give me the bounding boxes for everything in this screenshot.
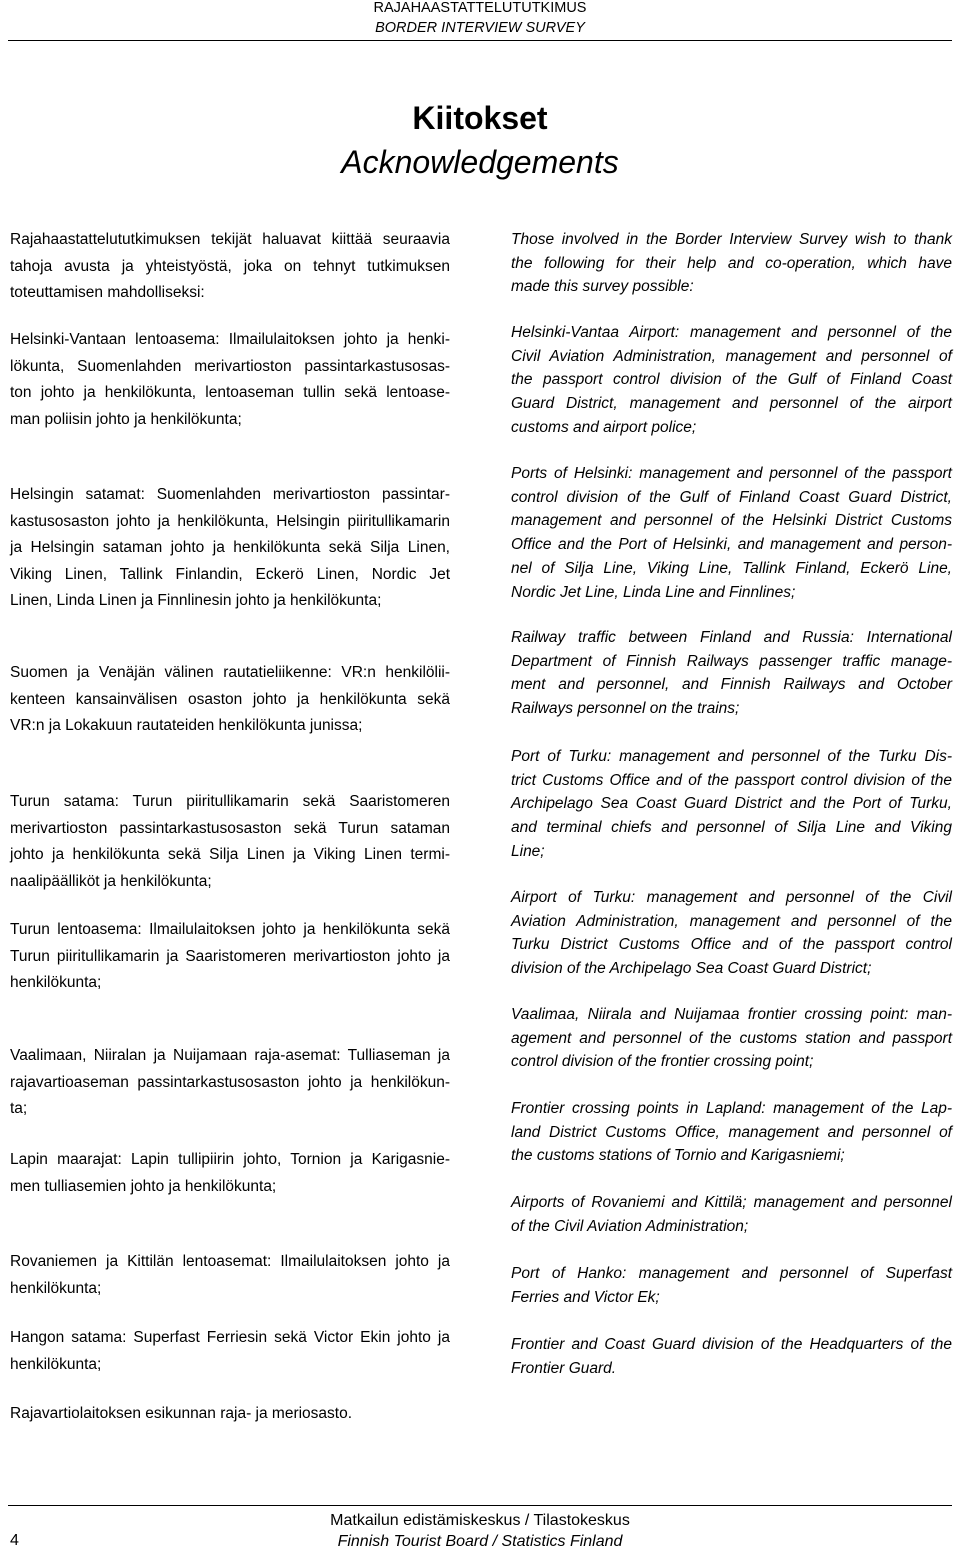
- text-line: Suomen ja Venäjän välinen rautatieliikenne: VR:n henkilölii-: [10, 664, 450, 681]
- port-of-turku-fi: [10, 789, 450, 895]
- text-line: the customs stations of Tornio and Karigasniemi;: [511, 1147, 845, 1165]
- text-line: Department of Finnish Railways passenger traffic manage-: [511, 652, 952, 670]
- page-number: 4: [10, 1532, 19, 1549]
- text-line: ment and personnel, and Finnish Railways and October: [511, 676, 952, 694]
- vaalimaa-niirala-nuijamaa-fi: [10, 1043, 450, 1123]
- text-line: and terminal chiefs and personnel of Silja Line and Viking: [511, 819, 952, 837]
- text-line: Lapin maarajat: Lapin tullipiirin johto, Tornion ja Karigasnie-: [10, 1151, 450, 1168]
- text-line: Linen, Linda Linen ja Finnlinesin johto ja henkilökunta;: [10, 592, 382, 609]
- rovaniemi-kittila-airports-en: [511, 1191, 952, 1238]
- text-line: lökunta, Suomenlahden merivartioston passintarkastusosas-: [10, 357, 450, 375]
- text-line: Helsingin satamat: Suomenlahden merivartioston passintar-: [10, 486, 450, 503]
- text-line: Frontier crossing points in Lapland: management of the Lap-: [511, 1100, 952, 1117]
- text-line: Archipelago Sea Coast Guard District and the Port of Turku,: [511, 795, 952, 813]
- footer-rule: [8, 1505, 952, 1506]
- text-line: Rajavartiolaitoksen esikunnan raja- ja meriosasto.: [10, 1405, 353, 1422]
- running-header-subtitle: BORDER INTERVIEW SURVEY: [375, 20, 585, 36]
- text-line: Rajahaastattelututkimuksen tekijät haluavat kiittää seuraavia: [10, 231, 450, 248]
- text-line: Port of Turku: management and personnel of the Turku Dis-: [511, 748, 952, 765]
- text-line: henkilökunta;: [10, 974, 102, 991]
- ports-of-helsinki-fi: [10, 482, 450, 615]
- text-line: ja Helsingin sataman johto ja henkilökunta sekä Silja Linen,: [10, 539, 450, 556]
- text-line: henkilökunta;: [10, 1355, 102, 1373]
- text-line: kastusosaston johto ja henkilökunta, Helsingin piiritullikamarin: [10, 512, 450, 530]
- text-line: Those involved in the Border Interview Survey wish to thank: [511, 231, 952, 248]
- text-line: Turun satama: Turun piiritullikamarin sekä Saaristomeren: [10, 793, 450, 810]
- running-header-title: RAJAHAASTATTELUTUTKIMUS: [373, 0, 587, 16]
- text-line: Vaalimaa, Niirala and Nuijamaa frontier crossing point: man-: [511, 1006, 952, 1023]
- helsinki-vantaa-airport-en: [511, 321, 952, 440]
- text-line: VR:n ja Lokakuun rautateiden henkilökunta junissa;: [10, 717, 363, 734]
- text-line: men tulliasemien johto ja henkilökunta;: [10, 1177, 277, 1195]
- text-line: rajavartioaseman passintarkastusosaston johto ja henkilökun-: [10, 1073, 450, 1091]
- text-line: naalipäälliköt ja henkilökunta;: [10, 872, 212, 890]
- text-line: Airport of Turku: management and personnel of the Civil: [511, 889, 952, 906]
- text-line: Line;: [511, 842, 545, 860]
- text-line: henkilökunta;: [10, 1279, 102, 1297]
- text-line: Viking Linen, Tallink Finlandin, Eckerö Linen, Nordic Jet: [10, 565, 450, 583]
- text-line: Frontier and Coast Guard division of the Headquarters of the: [511, 1336, 952, 1353]
- page-title: Kiitokset: [412, 100, 548, 136]
- lapland-border-en: [511, 1097, 952, 1168]
- text-line: trict Customs Office and of the passport control division of the: [511, 771, 952, 789]
- text-line: Airports of Rovaniemi and Kittilä; management and personnel: [511, 1194, 952, 1211]
- lapland-border-fi: [10, 1147, 450, 1200]
- vaalimaa-niirala-nuijamaa-en: [511, 1003, 952, 1074]
- text-line: ton johto ja henkilökunta, lentoaseman tullin sekä lentoase-: [10, 384, 450, 401]
- text-line: man poliisin johto ja henkilökunta;: [10, 410, 242, 428]
- frontier-guard-headquarters-fi: [10, 1401, 450, 1428]
- text-line: Turun piiritullikamarin ja Saaristomeren merivartioston johto ja: [10, 947, 450, 965]
- port-of-hanko-fi: [10, 1325, 450, 1378]
- text-line: customs and airport police;: [511, 418, 697, 436]
- port-of-turku-en: [511, 745, 952, 864]
- text-line: made this survey possible:: [511, 278, 694, 296]
- text-line: Civil Aviation Administration, management and personnel of: [511, 347, 952, 365]
- text-line: toteuttamisen mahdolliseksi:: [10, 284, 205, 301]
- port-of-hanko-en: [511, 1262, 952, 1309]
- text-line: control division of the Gulf of Finland Coast Guard District,: [511, 488, 952, 506]
- text-line: Vaalimaan, Niiralan ja Nuijamaan raja-asemat: Tulliaseman ja: [10, 1047, 450, 1064]
- railway-traffic-en: [511, 626, 952, 721]
- text-line: Helsinki-Vantaan lentoasema: Ilmailulaitoksen johto ja henki-: [10, 331, 450, 348]
- text-line: of the Civil Aviation Administration;: [511, 1217, 749, 1235]
- text-line: Rovaniemen ja Kittilän lentoasemat: Ilmailulaitoksen johto ja: [10, 1253, 450, 1270]
- text-line: agement and personnel of the customs station and passport: [511, 1029, 952, 1047]
- ports-of-helsinki-en: [511, 462, 952, 604]
- text-line: Hangon satama: Superfast Ferriesin sekä Victor Ekin johto ja: [10, 1329, 450, 1346]
- text-line: johto ja henkilökunta sekä Silja Linen ja Viking Linen termi-: [10, 846, 450, 863]
- header-rule: [8, 40, 952, 41]
- text-line: nel of Silja Line, Viking Line, Tallink Finland, Eckerö Line,: [511, 559, 952, 577]
- text-line: land District Customs Office, management and personnel of: [511, 1123, 952, 1141]
- text-line: the following for their help and co-operation, which have: [511, 254, 952, 272]
- text-line: Railways personnel on the trains;: [511, 700, 740, 718]
- text-line: Turku District Customs Office and of the passport control: [511, 936, 952, 954]
- text-line: division of the Archipelago Sea Coast Guard District;: [511, 960, 872, 978]
- text-line: Helsinki-Vantaa Airport: management and personnel of the: [511, 324, 952, 341]
- footer-publisher-english: Finnish Tourist Board / Statistics Finland: [337, 1533, 623, 1550]
- helsinki-vantaa-airport-fi: [10, 327, 450, 433]
- text-line: Port of Hanko: management and personnel of Superfast: [511, 1265, 952, 1282]
- text-line: Ports of Helsinki: management and personnel of the passport: [511, 465, 952, 482]
- text-line: tahoja avusta ja yhteistyöstä, joka on tehnyt tutkimuksen: [10, 257, 450, 275]
- text-line: Railway traffic between Finland and Russia: International: [511, 629, 952, 646]
- page-title-english: Acknowledgements: [341, 144, 619, 180]
- footer-publisher: Matkailun edistämiskeskus / Tilastokeskus: [330, 1512, 630, 1529]
- text-line: the passport control division of the Gulf of Finland Coast: [511, 371, 952, 389]
- intro-paragraph-en: [511, 228, 952, 299]
- text-line: Frontier Guard.: [511, 1359, 617, 1377]
- text-line: control division of the frontier crossing point;: [511, 1053, 814, 1071]
- text-line: Nordic Jet Line, Linda Line and Finnlines;: [511, 583, 796, 601]
- text-line: kenteen kansainvälisen osaston johto ja henkilökunta sekä: [10, 690, 450, 708]
- text-line: merivartioston passintarkastusosaston sekä Turun sataman: [10, 819, 450, 837]
- text-line: Guard District, management and personnel of the airport: [511, 395, 952, 413]
- railway-traffic-fi: [10, 660, 450, 740]
- intro-paragraph-fi: [10, 227, 450, 307]
- frontier-guard-headquarters-en: [511, 1333, 952, 1380]
- text-line: management and personnel of the Helsinki District Customs: [511, 512, 952, 530]
- text-line: Ferries and Victor Ek;: [511, 1288, 660, 1306]
- text-line: Aviation Administration, management and personnel of the: [511, 912, 952, 930]
- airport-of-turku-fi: [10, 917, 450, 997]
- text-line: Turun lentoasema: Ilmailulaitoksen johto ja henkilökunta sekä: [10, 921, 450, 938]
- rovaniemi-kittila-airports-fi: [10, 1249, 450, 1302]
- airport-of-turku-en: [511, 886, 952, 981]
- text-line: ta;: [10, 1100, 28, 1117]
- text-line: Office and the Port of Helsinki, and management and person-: [511, 536, 952, 554]
